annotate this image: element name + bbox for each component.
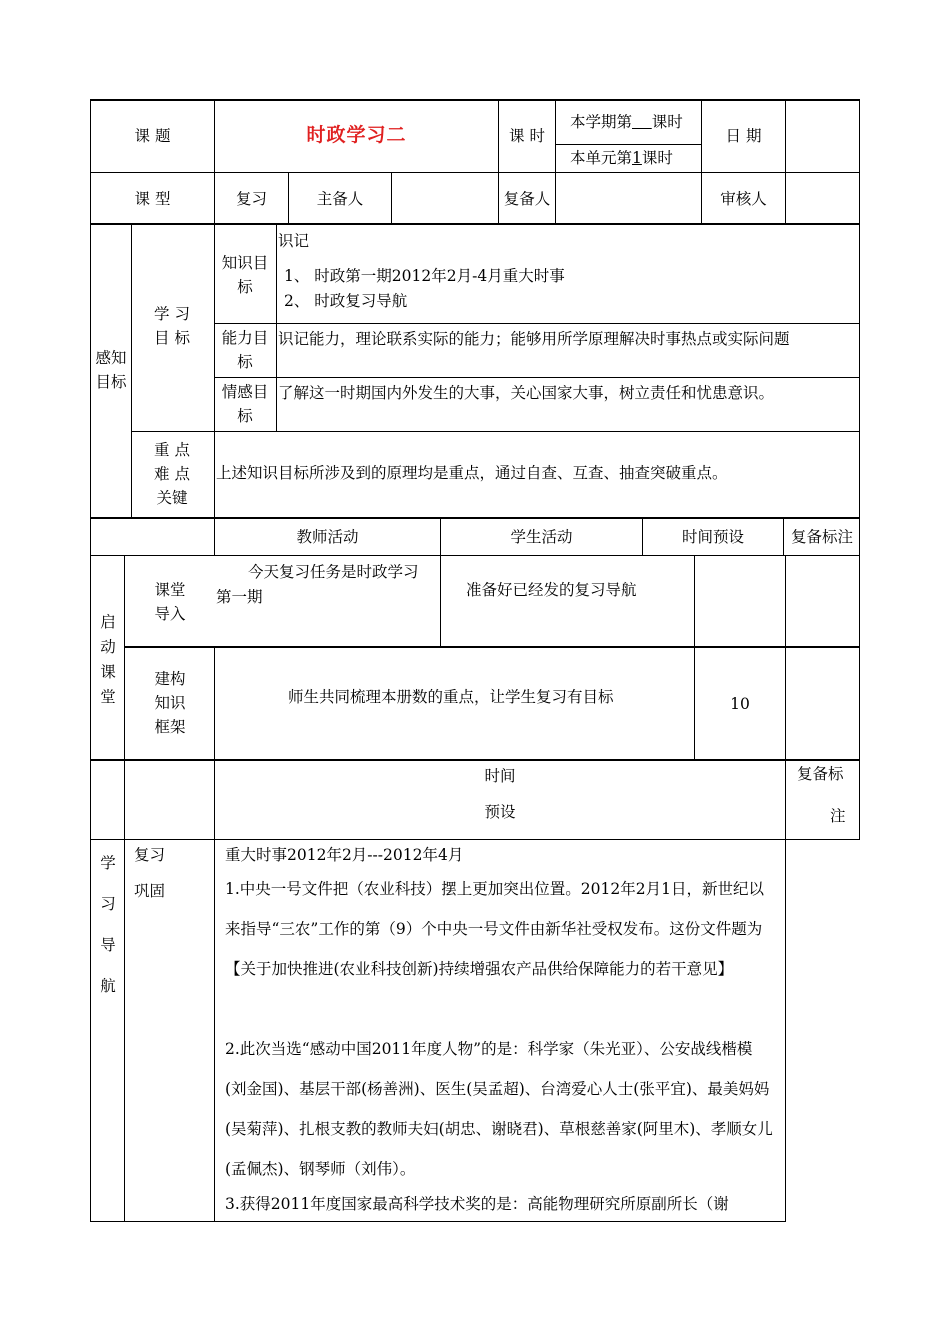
type-label: 课 型 <box>134 190 171 208</box>
student-activity-header: 学生活动 <box>510 528 573 546</box>
teacher-activity-header: 教师活动 <box>296 528 359 546</box>
knowledge-item-1: 1、 时政第一期2012年2月-4月重大时事 <box>284 267 565 285</box>
date-label: 日 期 <box>725 127 762 145</box>
col-line <box>124 555 125 1222</box>
study-guide-label: 学习导航 <box>100 854 116 995</box>
row-line <box>90 517 860 519</box>
guide-paragraph-3: 3.获得2011年度国家最高科学技术奖的是：高能物理研究所原副所长（谢 <box>225 1195 729 1213</box>
emotion-goal-text: 了解这一时期国内外发生的大事，关心国家大事，树立责任和忧患意识。 <box>278 384 775 402</box>
guide-paragraph-1: 1.中央一号文件把（农业科技）摆上更加突出位置。2012年2月1日，新世纪以来指导“三农”工作的第（9）个中央一号文件由新华社受权发布。这份文件题为【关于加快推进(农业科技创新)持续增强农产品供给保障能力的若干意见】 <box>225 880 764 978</box>
row-line <box>90 759 860 761</box>
col-line <box>131 223 132 518</box>
row-line <box>90 172 860 173</box>
start-class-label: 启动课堂 <box>100 613 116 706</box>
table-border-top <box>90 99 860 101</box>
build-framework-time: 10 <box>730 695 750 713</box>
intro-teacher-line1: 今天复习任务是时政学习 <box>248 563 419 581</box>
reviewer-label: 审核人 <box>720 190 767 208</box>
row-line <box>555 144 701 145</box>
ability-goal-text: 识记能力，理论联系实际的能力；能够用所学原理解决时事热点或实际问题 <box>278 330 790 348</box>
col-line <box>214 99 215 518</box>
co-preparer-label: 复备人 <box>503 190 551 208</box>
period-semester: 本学期第 课时 <box>570 113 683 131</box>
table-border-left <box>90 99 91 1222</box>
topic-label: 课 题 <box>134 127 171 145</box>
row-line <box>90 555 860 556</box>
knowledge-intro: 识记 <box>278 232 310 250</box>
time-preset-header: 时间预设 <box>681 528 744 546</box>
build-framework-text: 师生共同梳理本册数的重点，让学生复习有目标 <box>288 688 614 706</box>
row-line <box>124 646 860 648</box>
learning-goals-label: 学 习 目 标 <box>154 305 190 347</box>
col-line <box>214 646 215 1222</box>
col-line <box>391 172 392 224</box>
lead-preparer-label: 主备人 <box>316 190 364 208</box>
review-label-2: 巩固 <box>134 882 166 900</box>
period-label: 课 时 <box>509 127 545 145</box>
col-line <box>785 99 786 224</box>
emotion-goal-label: 情感目标 <box>221 383 269 425</box>
revision-note-header: 复备标注 <box>790 528 853 546</box>
row-line <box>214 377 860 378</box>
guide-time-label-1: 时间 <box>484 767 516 785</box>
guide-time-label-2: 预设 <box>484 803 516 821</box>
guide-note-label-1: 复备标 <box>797 765 844 783</box>
row-line <box>131 431 860 432</box>
class-intro-label: 课堂导入 <box>154 581 186 623</box>
key-points-label: 重 点 难 点 关键 <box>154 441 190 507</box>
col-line <box>555 99 556 224</box>
guide-note-label-2: 注 <box>830 807 846 825</box>
knowledge-item-2: 2、 时政复习导航 <box>284 292 408 310</box>
col-line <box>785 555 786 1222</box>
table-border-bottom <box>90 1221 786 1222</box>
key-points-text: 上述知识目标所涉及到的原理均是重点，通过自查、互查、抽查突破重点。 <box>216 464 728 482</box>
topic-value: 时政学习二 <box>306 124 407 146</box>
col-line <box>276 223 277 432</box>
row-line <box>90 223 860 225</box>
table-border-right <box>859 99 860 840</box>
knowledge-goal-label: 知识目标 <box>221 254 269 296</box>
intro-teacher-line2: 第一期 <box>216 588 263 606</box>
col-line <box>785 517 786 518</box>
build-framework-label: 建构知识框架 <box>154 670 186 736</box>
review-label-1: 复习 <box>134 846 166 864</box>
guide-paragraph-2: 2.此次当选“感动中国2011年度人物”的是：科学家（朱光亚）、公安战线楷模(刘金国)、基层干部(杨善洲)、医生(吴孟超)、台湾爱心人士(张平宜)、最美妈妈(吴菊萍)、扎根支教的教师夫妇(胡忠、谢晓君)、草根慈善家(阿里木)、孝顺女儿(孟佩杰)、钢琴师（刘伟）。 <box>225 1040 773 1178</box>
ability-goal-label: 能力目标 <box>221 329 269 371</box>
guide-heading: 重大时事2012年2月---2012年4月 <box>225 846 464 864</box>
type-value: 复习 <box>235 190 267 208</box>
intro-student-text: 准备好已经发的复习导航 <box>466 581 637 599</box>
perception-goals-label: 感知目标 <box>95 349 127 391</box>
row-line <box>214 323 860 324</box>
col-line <box>694 555 695 760</box>
row-line <box>90 839 860 840</box>
period-unit: 本单元第1课时 <box>570 149 673 167</box>
